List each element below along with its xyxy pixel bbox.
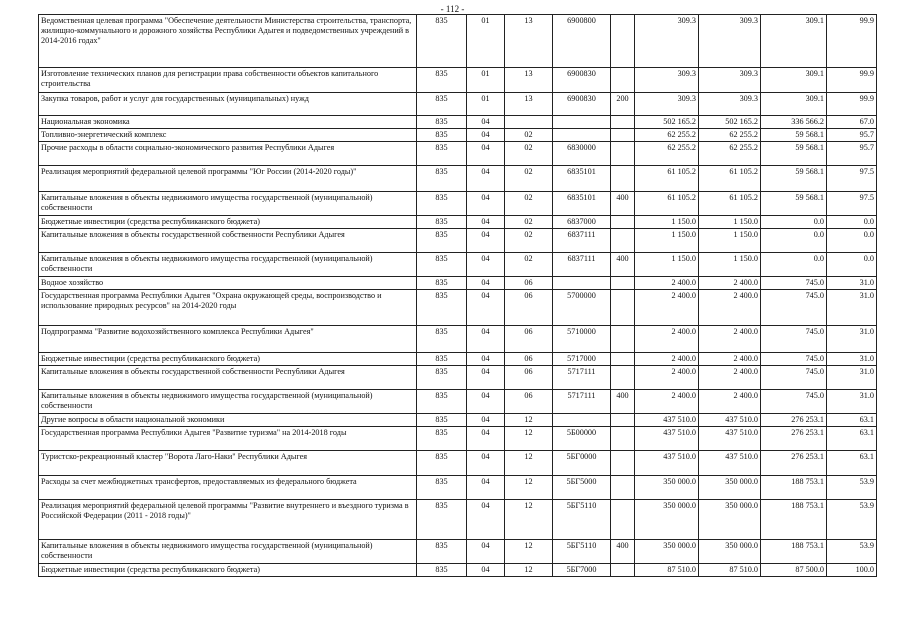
row-name-cell: Капитальные вложения в объекты недвижимого имущества государственной (муниципальной) собственности (39, 253, 417, 277)
row-approved-cell: 87 510.0 (699, 564, 761, 577)
row-executed-cell: 188 753.1 (761, 500, 827, 540)
row-plan-cell: 350 000.0 (635, 500, 699, 540)
row-ved-cell: 835 (417, 142, 467, 166)
row-approved-cell: 350 000.0 (699, 500, 761, 540)
row-percent-cell: 31.0 (827, 326, 877, 353)
row-percent-cell: 0.0 (827, 216, 877, 229)
table-row (39, 216, 877, 229)
row-rz-cell: 04 (467, 229, 505, 253)
row-vr-cell (611, 564, 635, 577)
row-pr-cell: 02 (505, 192, 553, 216)
row-ved-cell: 835 (417, 476, 467, 500)
row-name-cell: Капитальные вложения в объекты недвижимого имущества государственной (муниципальной) собственности (39, 192, 417, 216)
row-ved-cell: 835 (417, 93, 467, 116)
row-name-cell: Бюджетные инвестиции (средства республиканского бюджета) (39, 564, 417, 577)
row-executed-cell: 745.0 (761, 353, 827, 366)
row-plan-cell: 61 105.2 (635, 192, 699, 216)
row-csr-cell: 6900830 (553, 93, 611, 116)
row-vr-cell (611, 116, 635, 129)
row-executed-cell: 0.0 (761, 253, 827, 277)
row-rz-cell: 01 (467, 68, 505, 93)
row-rz-cell: 04 (467, 414, 505, 427)
row-plan-cell: 62 255.2 (635, 142, 699, 166)
row-plan-cell: 437 510.0 (635, 427, 699, 451)
row-ved-cell: 835 (417, 326, 467, 353)
row-executed-cell: 0.0 (761, 229, 827, 253)
row-approved-cell: 309.3 (699, 93, 761, 116)
row-percent-cell: 99.9 (827, 68, 877, 93)
row-csr-cell: 6837000 (553, 216, 611, 229)
table-row (39, 353, 877, 366)
row-approved-cell: 2 400.0 (699, 390, 761, 414)
row-vr-cell (611, 500, 635, 540)
row-plan-cell: 437 510.0 (635, 414, 699, 427)
row-vr-cell (611, 166, 635, 192)
row-approved-cell: 2 400.0 (699, 290, 761, 326)
row-pr-cell: 06 (505, 390, 553, 414)
row-pr-cell: 12 (505, 540, 553, 564)
row-ved-cell: 835 (417, 290, 467, 326)
row-ved-cell: 835 (417, 414, 467, 427)
row-percent-cell: 31.0 (827, 353, 877, 366)
row-rz-cell: 04 (467, 564, 505, 577)
row-csr-cell: 6837111 (553, 229, 611, 253)
row-executed-cell: 745.0 (761, 326, 827, 353)
row-ved-cell: 835 (417, 366, 467, 390)
row-percent-cell: 63.1 (827, 414, 877, 427)
row-csr-cell: 5БГ5110 (553, 540, 611, 564)
row-rz-cell: 04 (467, 326, 505, 353)
table-row (39, 129, 877, 142)
row-approved-cell: 437 510.0 (699, 414, 761, 427)
row-rz-cell: 04 (467, 500, 505, 540)
row-approved-cell: 437 510.0 (699, 427, 761, 451)
row-rz-cell: 04 (467, 290, 505, 326)
row-csr-cell (553, 277, 611, 290)
row-approved-cell: 2 400.0 (699, 277, 761, 290)
row-ved-cell: 835 (417, 353, 467, 366)
table-row (39, 68, 877, 93)
row-rz-cell: 01 (467, 93, 505, 116)
table-row (39, 451, 877, 476)
row-pr-cell: 12 (505, 451, 553, 476)
row-pr-cell: 02 (505, 129, 553, 142)
row-pr-cell: 12 (505, 564, 553, 577)
row-vr-cell (611, 366, 635, 390)
row-percent-cell: 100.0 (827, 564, 877, 577)
row-vr-cell (611, 229, 635, 253)
table-row (39, 15, 877, 68)
row-plan-cell: 1 150.0 (635, 216, 699, 229)
row-percent-cell: 0.0 (827, 253, 877, 277)
row-approved-cell: 502 165.2 (699, 116, 761, 129)
row-executed-cell: 87 500.0 (761, 564, 827, 577)
row-vr-cell (611, 68, 635, 93)
row-executed-cell: 276 253.1 (761, 451, 827, 476)
row-vr-cell (611, 129, 635, 142)
row-pr-cell: 13 (505, 93, 553, 116)
row-name-cell: Закупка товаров, работ и услуг для государственных (муниципальных) нужд (39, 93, 417, 116)
row-name-cell: Реализация мероприятий федеральной целевой программы "Юг России (2014-2020 годы)" (39, 166, 417, 192)
row-csr-cell: 5710000 (553, 326, 611, 353)
row-csr-cell: 6900800 (553, 15, 611, 68)
row-executed-cell: 0.0 (761, 216, 827, 229)
row-name-cell: Капитальные вложения в объекты недвижимого имущества государственной (муниципальной) собственности (39, 390, 417, 414)
row-executed-cell: 745.0 (761, 366, 827, 390)
row-approved-cell: 350 000.0 (699, 540, 761, 564)
row-vr-cell (611, 476, 635, 500)
row-approved-cell: 309.3 (699, 15, 761, 68)
row-csr-cell: 5717111 (553, 390, 611, 414)
row-name-cell: Топливно-энергетический комплекс (39, 129, 417, 142)
row-ved-cell: 835 (417, 390, 467, 414)
row-plan-cell: 61 105.2 (635, 166, 699, 192)
row-ved-cell: 835 (417, 500, 467, 540)
row-name-cell: Ведомственная целевая программа "Обеспечение деятельности Министерства строительства, транспорта, жилищно-коммунального и дорожного хозяйства Республики Адыгея и подведомственных учреждений в 2014-2016 годах" (39, 15, 417, 68)
row-executed-cell: 309.1 (761, 15, 827, 68)
row-approved-cell: 350 000.0 (699, 476, 761, 500)
row-plan-cell: 309.3 (635, 15, 699, 68)
row-rz-cell: 04 (467, 253, 505, 277)
row-rz-cell: 04 (467, 129, 505, 142)
row-pr-cell: 12 (505, 500, 553, 540)
row-rz-cell: 04 (467, 142, 505, 166)
table-row (39, 253, 877, 277)
row-rz-cell: 04 (467, 540, 505, 564)
row-executed-cell: 59 568.1 (761, 192, 827, 216)
table-row (39, 290, 877, 326)
row-approved-cell: 62 255.2 (699, 129, 761, 142)
row-plan-cell: 309.3 (635, 93, 699, 116)
row-plan-cell: 1 150.0 (635, 253, 699, 277)
row-plan-cell: 2 400.0 (635, 290, 699, 326)
row-vr-cell (611, 15, 635, 68)
row-plan-cell: 1 150.0 (635, 229, 699, 253)
row-name-cell: Капитальные вложения в объекты государственной собственности Республики Адыгея (39, 229, 417, 253)
row-executed-cell: 745.0 (761, 277, 827, 290)
row-name-cell: Прочие расходы в области социально-экономического развития Республики Адыгея (39, 142, 417, 166)
row-executed-cell: 59 568.1 (761, 129, 827, 142)
row-vr-cell (611, 142, 635, 166)
page-number: - 112 - (440, 4, 465, 14)
row-name-cell: Бюджетные инвестиции (средства республиканского бюджета) (39, 353, 417, 366)
row-ved-cell: 835 (417, 15, 467, 68)
table-row (39, 564, 877, 577)
row-rz-cell: 04 (467, 427, 505, 451)
row-ved-cell: 835 (417, 116, 467, 129)
row-csr-cell (553, 414, 611, 427)
row-vr-cell (611, 290, 635, 326)
table-row (39, 366, 877, 390)
row-csr-cell: 5717000 (553, 353, 611, 366)
row-executed-cell: 59 568.1 (761, 142, 827, 166)
row-percent-cell: 95.7 (827, 142, 877, 166)
row-rz-cell: 04 (467, 476, 505, 500)
row-percent-cell: 97.5 (827, 192, 877, 216)
row-pr-cell: 06 (505, 277, 553, 290)
row-approved-cell: 1 150.0 (699, 253, 761, 277)
row-rz-cell: 04 (467, 366, 505, 390)
row-pr-cell: 13 (505, 15, 553, 68)
row-name-cell: Государственная программа Республики Адыгея "Охрана окружающей среды, воспроизводство и использование природных ресурсов" на 2014-2020 годы (39, 290, 417, 326)
table-row (39, 116, 877, 129)
table-body (39, 15, 877, 577)
row-executed-cell: 336 566.2 (761, 116, 827, 129)
row-executed-cell: 276 253.1 (761, 414, 827, 427)
row-percent-cell: 0.0 (827, 229, 877, 253)
row-vr-cell (611, 216, 635, 229)
row-name-cell: Подпрограмма "Развитие водохозяйственного комплекса Республики Адыгея" (39, 326, 417, 353)
row-csr-cell: 6835101 (553, 166, 611, 192)
row-ved-cell: 835 (417, 192, 467, 216)
row-approved-cell: 61 105.2 (699, 166, 761, 192)
row-pr-cell: 13 (505, 68, 553, 93)
row-pr-cell: 12 (505, 414, 553, 427)
row-percent-cell: 31.0 (827, 290, 877, 326)
row-vr-cell (611, 414, 635, 427)
row-ved-cell: 835 (417, 564, 467, 577)
row-approved-cell: 61 105.2 (699, 192, 761, 216)
row-name-cell: Капитальные вложения в объекты государственной собственности Республики Адыгея (39, 366, 417, 390)
row-percent-cell: 95.7 (827, 129, 877, 142)
row-percent-cell: 99.9 (827, 15, 877, 68)
row-csr-cell: 6900830 (553, 68, 611, 93)
row-ved-cell: 835 (417, 427, 467, 451)
row-plan-cell: 2 400.0 (635, 390, 699, 414)
table-row (39, 427, 877, 451)
row-approved-cell: 309.3 (699, 68, 761, 93)
table-row (39, 192, 877, 216)
row-name-cell: Национальная экономика (39, 116, 417, 129)
row-rz-cell: 01 (467, 15, 505, 68)
row-plan-cell: 2 400.0 (635, 366, 699, 390)
row-name-cell: Другие вопросы в области национальной экономики (39, 414, 417, 427)
row-executed-cell: 188 753.1 (761, 540, 827, 564)
row-csr-cell: 5Б00000 (553, 427, 611, 451)
row-name-cell: Капитальные вложения в объекты недвижимого имущества государственной (муниципальной) собственности (39, 540, 417, 564)
row-pr-cell: 06 (505, 326, 553, 353)
row-rz-cell: 04 (467, 216, 505, 229)
table-row (39, 166, 877, 192)
row-percent-cell: 53.9 (827, 500, 877, 540)
row-executed-cell: 188 753.1 (761, 476, 827, 500)
row-plan-cell: 502 165.2 (635, 116, 699, 129)
table-row (39, 229, 877, 253)
table-row (39, 93, 877, 116)
row-pr-cell: 02 (505, 229, 553, 253)
table-row (39, 476, 877, 500)
row-vr-cell (611, 277, 635, 290)
row-pr-cell: 02 (505, 253, 553, 277)
row-csr-cell: 5717111 (553, 366, 611, 390)
row-name-cell: Водное хозяйство (39, 277, 417, 290)
row-ved-cell: 835 (417, 277, 467, 290)
row-approved-cell: 437 510.0 (699, 451, 761, 476)
row-plan-cell: 87 510.0 (635, 564, 699, 577)
row-vr-cell (611, 427, 635, 451)
table-row (39, 390, 877, 414)
row-executed-cell: 276 253.1 (761, 427, 827, 451)
row-csr-cell (553, 116, 611, 129)
row-executed-cell: 745.0 (761, 390, 827, 414)
row-rz-cell: 04 (467, 116, 505, 129)
row-plan-cell: 2 400.0 (635, 277, 699, 290)
row-csr-cell: 5БГ5000 (553, 476, 611, 500)
row-ved-cell: 835 (417, 540, 467, 564)
row-plan-cell: 350 000.0 (635, 540, 699, 564)
row-rz-cell: 04 (467, 451, 505, 476)
row-csr-cell: 6837111 (553, 253, 611, 277)
row-ved-cell: 835 (417, 68, 467, 93)
row-approved-cell: 62 255.2 (699, 142, 761, 166)
row-ved-cell: 835 (417, 129, 467, 142)
row-rz-cell: 04 (467, 192, 505, 216)
row-vr-cell: 400 (611, 253, 635, 277)
row-rz-cell: 04 (467, 277, 505, 290)
row-ved-cell: 835 (417, 216, 467, 229)
row-ved-cell: 835 (417, 253, 467, 277)
row-percent-cell: 53.9 (827, 540, 877, 564)
row-plan-cell: 437 510.0 (635, 451, 699, 476)
row-percent-cell: 31.0 (827, 366, 877, 390)
table-row (39, 500, 877, 540)
row-percent-cell: 53.9 (827, 476, 877, 500)
row-percent-cell: 97.5 (827, 166, 877, 192)
row-rz-cell: 04 (467, 353, 505, 366)
row-plan-cell: 2 400.0 (635, 326, 699, 353)
row-vr-cell (611, 326, 635, 353)
row-csr-cell: 6835101 (553, 192, 611, 216)
row-vr-cell: 400 (611, 540, 635, 564)
row-executed-cell: 309.1 (761, 93, 827, 116)
row-rz-cell: 04 (467, 390, 505, 414)
row-vr-cell (611, 353, 635, 366)
row-vr-cell: 200 (611, 93, 635, 116)
row-executed-cell: 59 568.1 (761, 166, 827, 192)
row-approved-cell: 2 400.0 (699, 326, 761, 353)
row-pr-cell: 06 (505, 353, 553, 366)
row-pr-cell: 12 (505, 476, 553, 500)
table-row (39, 326, 877, 353)
row-approved-cell: 2 400.0 (699, 353, 761, 366)
row-name-cell: Расходы за счет межбюджетных трансфертов, предоставляемых из федерального бюджета (39, 476, 417, 500)
row-plan-cell: 62 255.2 (635, 129, 699, 142)
row-approved-cell: 1 150.0 (699, 229, 761, 253)
row-ved-cell: 835 (417, 166, 467, 192)
row-pr-cell: 06 (505, 366, 553, 390)
row-ved-cell: 835 (417, 451, 467, 476)
row-executed-cell: 745.0 (761, 290, 827, 326)
row-csr-cell (553, 129, 611, 142)
row-csr-cell: 5БГ0000 (553, 451, 611, 476)
row-csr-cell: 6830000 (553, 142, 611, 166)
row-name-cell: Бюджетные инвестиции (средства республиканского бюджета) (39, 216, 417, 229)
row-csr-cell: 5БГ5110 (553, 500, 611, 540)
row-vr-cell: 400 (611, 390, 635, 414)
row-name-cell: Изготовление технических планов для регистрации права собственности объектов капитального строительства (39, 68, 417, 93)
table-row (39, 277, 877, 290)
table-row (39, 142, 877, 166)
budget-table (38, 14, 877, 577)
row-pr-cell (505, 116, 553, 129)
row-pr-cell: 12 (505, 427, 553, 451)
row-plan-cell: 350 000.0 (635, 476, 699, 500)
row-pr-cell: 02 (505, 216, 553, 229)
row-ved-cell: 835 (417, 229, 467, 253)
row-name-cell: Государственная программа Республики Адыгея "Развитие туризма" на 2014-2018 годы (39, 427, 417, 451)
row-name-cell: Реализация мероприятий федеральной целевой программы "Развитие внутреннего и въездного туризма в Российской Федерации (2011 - 2018 годы)" (39, 500, 417, 540)
row-vr-cell: 400 (611, 192, 635, 216)
row-pr-cell: 02 (505, 142, 553, 166)
row-vr-cell (611, 451, 635, 476)
row-percent-cell: 31.0 (827, 390, 877, 414)
row-approved-cell: 1 150.0 (699, 216, 761, 229)
row-rz-cell: 04 (467, 166, 505, 192)
row-executed-cell: 309.1 (761, 68, 827, 93)
table-row (39, 414, 877, 427)
row-percent-cell: 99.9 (827, 93, 877, 116)
row-plan-cell: 309.3 (635, 68, 699, 93)
row-pr-cell: 02 (505, 166, 553, 192)
row-percent-cell: 63.1 (827, 451, 877, 476)
row-csr-cell: 5700000 (553, 290, 611, 326)
row-percent-cell: 63.1 (827, 427, 877, 451)
row-name-cell: Туристско-рекреационный кластер "Ворота Лаго-Наки" Республики Адыгея (39, 451, 417, 476)
row-plan-cell: 2 400.0 (635, 353, 699, 366)
table-row (39, 540, 877, 564)
row-pr-cell: 06 (505, 290, 553, 326)
row-approved-cell: 2 400.0 (699, 366, 761, 390)
row-percent-cell: 31.0 (827, 277, 877, 290)
row-percent-cell: 67.0 (827, 116, 877, 129)
row-csr-cell: 5БГ7000 (553, 564, 611, 577)
